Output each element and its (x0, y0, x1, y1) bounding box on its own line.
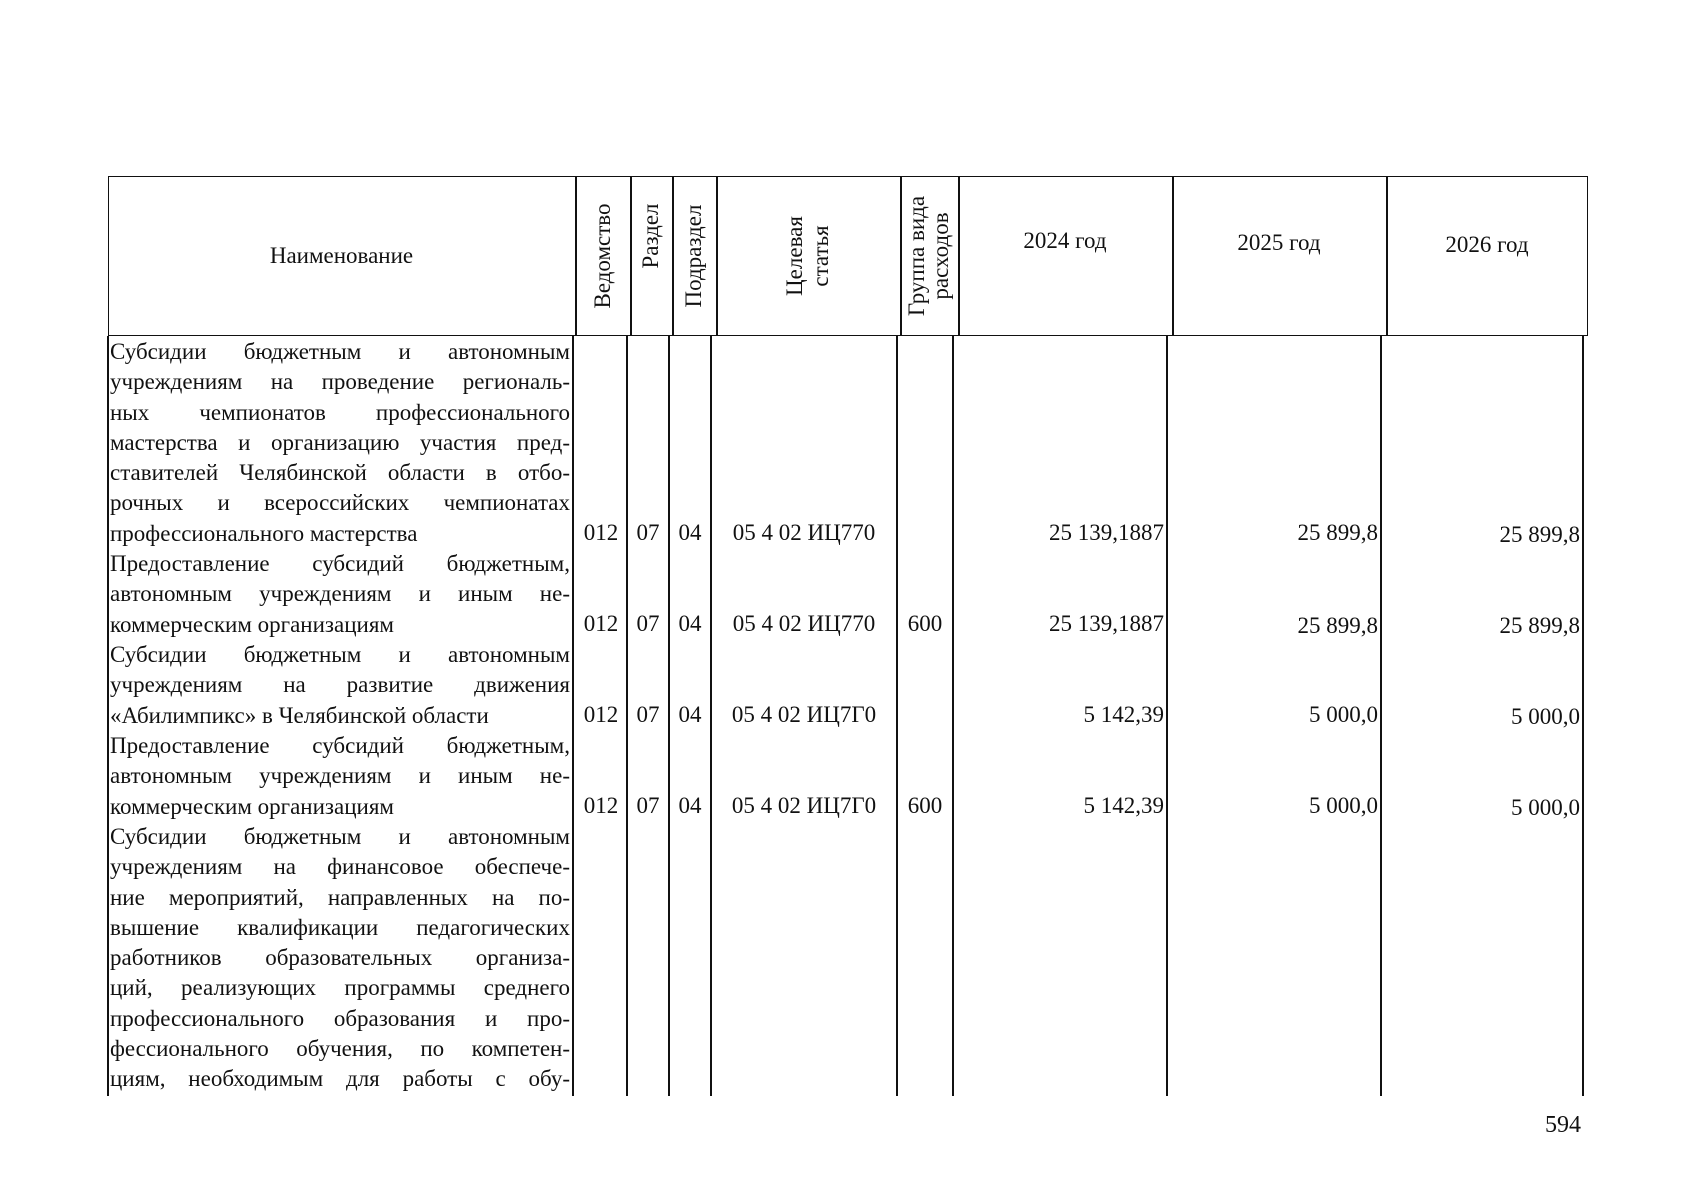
row-vedomstvo: 012 (583, 702, 619, 727)
header-name: Наименование (269, 243, 414, 268)
row-2024: 5 142,39 (1083, 793, 1164, 818)
row-celevaya: 05 4 02 ИЦ770 (732, 520, 876, 545)
row-2026: 25 899,8 (1499, 613, 1580, 638)
row-podrazdel: 04 (678, 793, 702, 818)
header-2026: 2026 год (1445, 232, 1529, 257)
row-2025: 25 899,8 (1297, 520, 1378, 545)
col-separator (672, 176, 674, 336)
row-razdel: 07 (636, 793, 660, 818)
row-vedomstvo: 012 (583, 611, 619, 636)
body-col-line (572, 336, 574, 1096)
row-gruppa: 600 (907, 611, 943, 636)
col-separator (630, 176, 632, 336)
row-2025: 5 000,0 (1309, 702, 1378, 727)
row-celevaya: 05 4 02 ИЦ7Г0 (731, 702, 877, 727)
row-2024: 5 142,39 (1083, 702, 1164, 727)
row-gruppa: 600 (907, 793, 943, 818)
col-separator (575, 176, 577, 336)
row-2025: 25 899,8 (1297, 613, 1378, 638)
row-celevaya: 05 4 02 ИЦ770 (732, 611, 876, 636)
body-col-line (896, 336, 898, 1096)
row-2026: 25 899,8 (1499, 522, 1580, 547)
header-2025: 2025 год (1237, 230, 1321, 255)
header-celevaya-statya: Целевая статья (782, 216, 833, 296)
row-2026: 5 000,0 (1511, 704, 1580, 729)
header-gruppa-vida-rashodov: Группа вида расходов (904, 195, 953, 317)
row-name: Субсидии бюджетным и автономным учреждениям на финансовое обеспече- ние мероприятий, направленных на по- вышение квалификации педагогических работников образовательных организа- ций, реализующих программы среднего профессионального образования и про- фессионального обучения, по компетен- циям, необходимым для работы с обу- (110, 824, 570, 1092)
row-podrazdel: 04 (678, 611, 702, 636)
row-podrazdel: 04 (678, 520, 702, 545)
row-name: Предоставление субсидий бюджетным, автономным учреждениям и иным не- коммерческим организациям (110, 733, 570, 819)
header-podrazdel: Подраздел (681, 204, 706, 308)
row-razdel: 07 (636, 611, 660, 636)
body-left-border (107, 336, 109, 1096)
col-separator (716, 176, 718, 336)
row-name: Предоставление субсидий бюджетным, автономным учреждениям и иным не- коммерческим организациям (110, 551, 570, 637)
body-right-border (1582, 336, 1584, 1096)
row-razdel: 07 (636, 702, 660, 727)
row-name: Субсидии бюджетным и автономным учреждениям на проведение региональ- ных чемпионатов профессионального мастерства и организацию участия пред- ставителей Челябинской области в отбо- рочных и всероссийских чемпионатах профессионального мастерства (110, 339, 570, 546)
row-podrazdel: 04 (678, 702, 702, 727)
row-name: Субсидии бюджетным и автономным учреждениям на развитие движения «Абилимпикс» в Челябинской области (110, 642, 570, 728)
row-vedomstvo: 012 (583, 793, 619, 818)
row-2025: 5 000,0 (1309, 793, 1378, 818)
page-number: 594 (1545, 1112, 1581, 1138)
header-2024: 2024 год (1023, 228, 1107, 253)
row-celevaya: 05 4 02 ИЦ7Г0 (731, 793, 877, 818)
header-razdel: Раздел (638, 203, 663, 269)
row-2024: 25 139,1887 (1049, 520, 1164, 545)
row-2026: 5 000,0 (1511, 795, 1580, 820)
header-vedomstvo: Ведомство (590, 203, 615, 309)
row-2024: 25 139,1887 (1049, 611, 1164, 636)
row-razdel: 07 (636, 520, 660, 545)
row-vedomstvo: 012 (583, 520, 619, 545)
